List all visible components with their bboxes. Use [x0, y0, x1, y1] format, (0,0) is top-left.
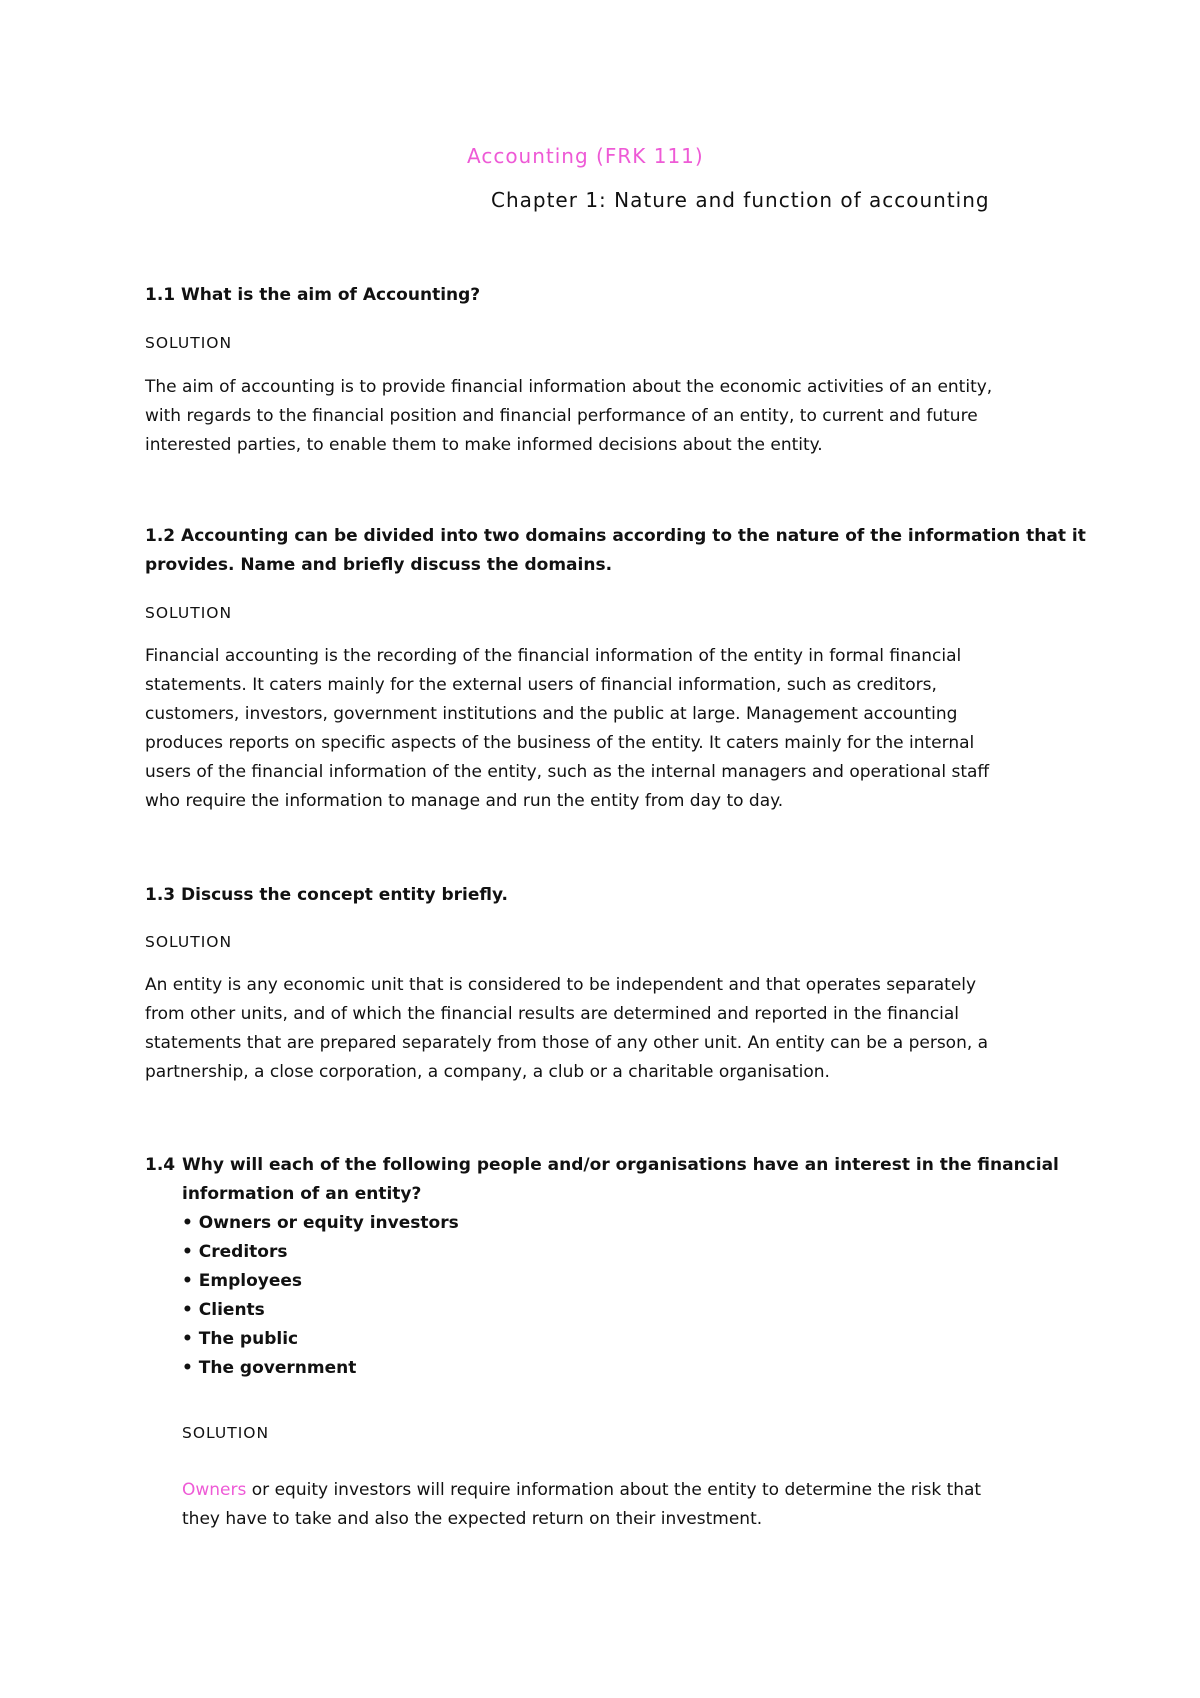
bullet-item: • Creditors — [182, 1242, 288, 1262]
bullet-item: • The public — [182, 1329, 299, 1349]
solution-label-1-1: SOLUTION — [145, 334, 233, 352]
answer-line: The aim of accounting is to provide financial information about the economic activities of an entity, — [145, 377, 993, 397]
question-number: 1.4 — [145, 1155, 176, 1175]
answer-line: Financial accounting is the recording of the financial information of the entity in formal financial — [145, 646, 962, 666]
question-line: provides. Name and briefly discuss the domains. — [145, 555, 613, 575]
question-line: 1.2 Accounting can be divided into two domains according to the nature of the information that it — [145, 526, 1086, 546]
answer-line: customers, investors, government institutions and the public at large. Management accounting — [145, 704, 958, 724]
answer-1-4 — [182, 1476, 1072, 1534]
answer-line: interested parties, to enable them to make informed decisions about the entity. — [145, 435, 823, 455]
answer-1-2 — [145, 642, 1075, 816]
answer-line — [182, 1476, 1072, 1505]
answer-line: users of the financial information of the entity, such as the internal managers and operational staff — [145, 762, 990, 782]
solution-label-1-2: SOLUTION — [145, 604, 233, 622]
chapter-title: Chapter 1: Nature and function of accounting — [491, 188, 990, 212]
solution-label-1-3: SOLUTION — [145, 933, 233, 951]
question-1-3: 1.3 Discuss the concept entity briefly. — [145, 885, 508, 905]
question-line — [145, 1151, 1075, 1180]
answer-line: who require the information to manage and run the entity from day to day. — [145, 791, 784, 811]
solution-label-1-4: SOLUTION — [182, 1424, 270, 1442]
question-1-1: 1.1 What is the aim of Accounting? — [145, 285, 481, 305]
answer-line: partnership, a close corporation, a company, a club or a charitable organisation. — [145, 1062, 830, 1082]
answer-line: they have to take and also the expected return on their investment. — [182, 1509, 763, 1529]
answer-text: or equity investors will require information about the entity to determine the risk that — [246, 1480, 982, 1500]
answer-line: statements that are prepared separately from those of any other unit. An entity can be a person, a — [145, 1033, 989, 1053]
highlighted-word: Owners — [182, 1480, 247, 1500]
question-1-4 — [145, 1151, 1075, 1383]
bullet-item: • The government — [182, 1358, 357, 1378]
bullet-item: • Owners or equity investors — [182, 1213, 459, 1233]
question-1-2 — [145, 522, 1086, 580]
course-title: Accounting (FRK 111) — [467, 144, 704, 168]
answer-line: statements. It caters mainly for the external users of financial information, such as creditors, — [145, 675, 937, 695]
answer-1-1 — [145, 373, 1075, 460]
bullet-item: • Clients — [182, 1300, 265, 1320]
question-line: information of an entity? — [182, 1184, 422, 1204]
question-text: Why will each of the following people and/or organisations have an interest in the financial — [182, 1155, 1059, 1175]
answer-line: An entity is any economic unit that is considered to be independent and that operates separately — [145, 975, 977, 995]
bullet-item: • Employees — [182, 1271, 303, 1291]
answer-line: produces reports on specific aspects of the business of the entity. It caters mainly for the internal — [145, 733, 975, 753]
answer-line: with regards to the financial position and financial performance of an entity, to current and future — [145, 406, 978, 426]
bullet-list — [145, 1209, 1075, 1383]
answer-1-3 — [145, 971, 1075, 1087]
answer-line: from other units, and of which the financial results are determined and reported in the financial — [145, 1004, 960, 1024]
